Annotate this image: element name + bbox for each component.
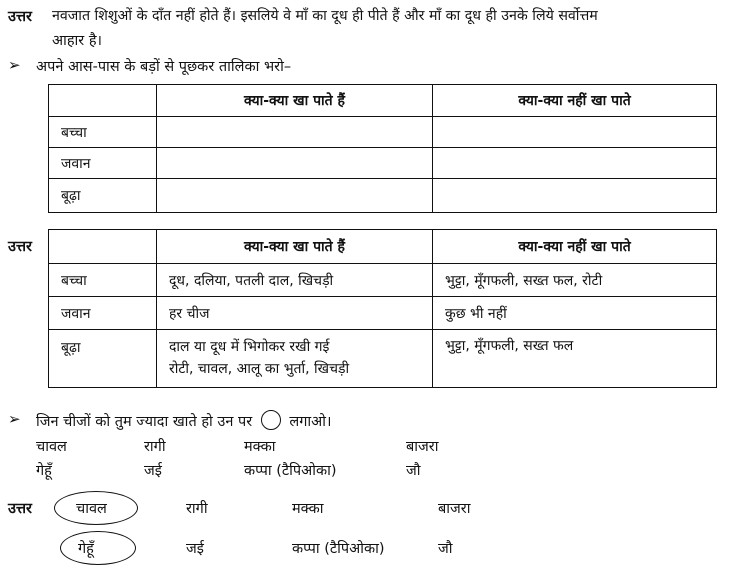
table-header-cell: क्या-क्या नहीं खा पाते [433,230,717,264]
intro-text-line1: नवजात शिशुओं के दाँत नहीं होते हैं। इसलिये वे माँ का दूध ही पीते हैं और माँ का दूध ही उनके लिये सर्वोत्तम [52,8,598,24]
word-item: बाजरा [438,501,471,517]
cell-line: दाल या दूध में भिगोकर रखी गई [169,339,330,355]
word-item: चावल [36,439,67,455]
table-cell [157,179,433,213]
table-header-cell [49,85,157,117]
table-cell: भुट्टा, मूँगफली, सख्त फल, रोटी [433,264,717,297]
activity1-prompt: अपने आस-पास के बड़ों से पूछकर तालिका भरो– [36,59,292,75]
prompt-text: लगाओ। [289,414,332,430]
table-cell [433,148,717,179]
table-row [49,179,717,213]
table-row [49,330,717,388]
row-label: बच्चा [49,117,157,148]
answer-food-table [48,229,717,388]
intro-answer-label: उत्तर [8,9,32,25]
table-cell [433,117,717,148]
word-item: कप्पा (टैपिओका) [244,463,337,479]
word-item: कप्पा (टैपिओका) [292,541,385,557]
prompt-text: जिन चीजों को तुम ज्यादा खाते हो उन पर [36,414,253,430]
table-cell: दूध, दलिया, पतली दाल, खिचड़ी [157,264,433,297]
intro-text-line2: आहार है। [52,33,103,49]
word-item: जई [144,463,162,479]
table-header-cell [49,230,157,264]
table-cell [157,117,433,148]
table-row [49,297,717,330]
table-row [49,264,717,297]
word-item: जई [186,541,204,557]
table-header-cell: क्या-क्या नहीं खा पाते [433,85,717,117]
row-label: बूढ़ा [49,330,157,388]
word-item: रागी [186,501,208,517]
table-cell: हर चीज [157,297,433,330]
table-cell [157,148,433,179]
word-item: रागी [144,439,166,455]
answer1-label: उत्तर [8,239,32,255]
table-header-cell: क्या-क्या खा पाते हैं [157,230,433,264]
circle-icon [261,410,281,430]
word-item-circled: गेहूँ [78,541,94,557]
row-label: जवान [49,297,157,330]
table-cell: कुछ भी नहीं [433,297,717,330]
answer2-label: उत्तर [8,501,32,517]
row-label: जवान [49,148,157,179]
arrow-icon: ➢ [8,410,21,428]
activity2-prompt [36,410,331,431]
word-item: जौ [438,541,453,557]
table-cell [157,330,433,388]
word-item: मक्का [292,501,324,517]
table-header-cell: क्या-क्या खा पाते हैं [157,85,433,117]
cell-line: रोटी, चावल, आलू का भुर्ता, खिचड़ी [169,361,350,377]
word-item: बाजरा [406,439,439,455]
table-row [49,117,717,148]
row-label: बच्चा [49,264,157,297]
word-item: जौ [406,463,421,479]
blank-food-table [48,84,717,213]
word-item: मक्का [244,439,276,455]
table-row [49,148,717,179]
table-cell [433,179,717,213]
answer-circle-mark [60,531,136,565]
row-label: बूढ़ा [49,179,157,213]
table-cell: भुट्टा, मूँगफली, सख्त फल [433,330,717,388]
arrow-icon: ➢ [8,56,21,74]
word-item-circled: चावल [76,501,107,517]
word-item: गेहूँ [36,463,52,479]
